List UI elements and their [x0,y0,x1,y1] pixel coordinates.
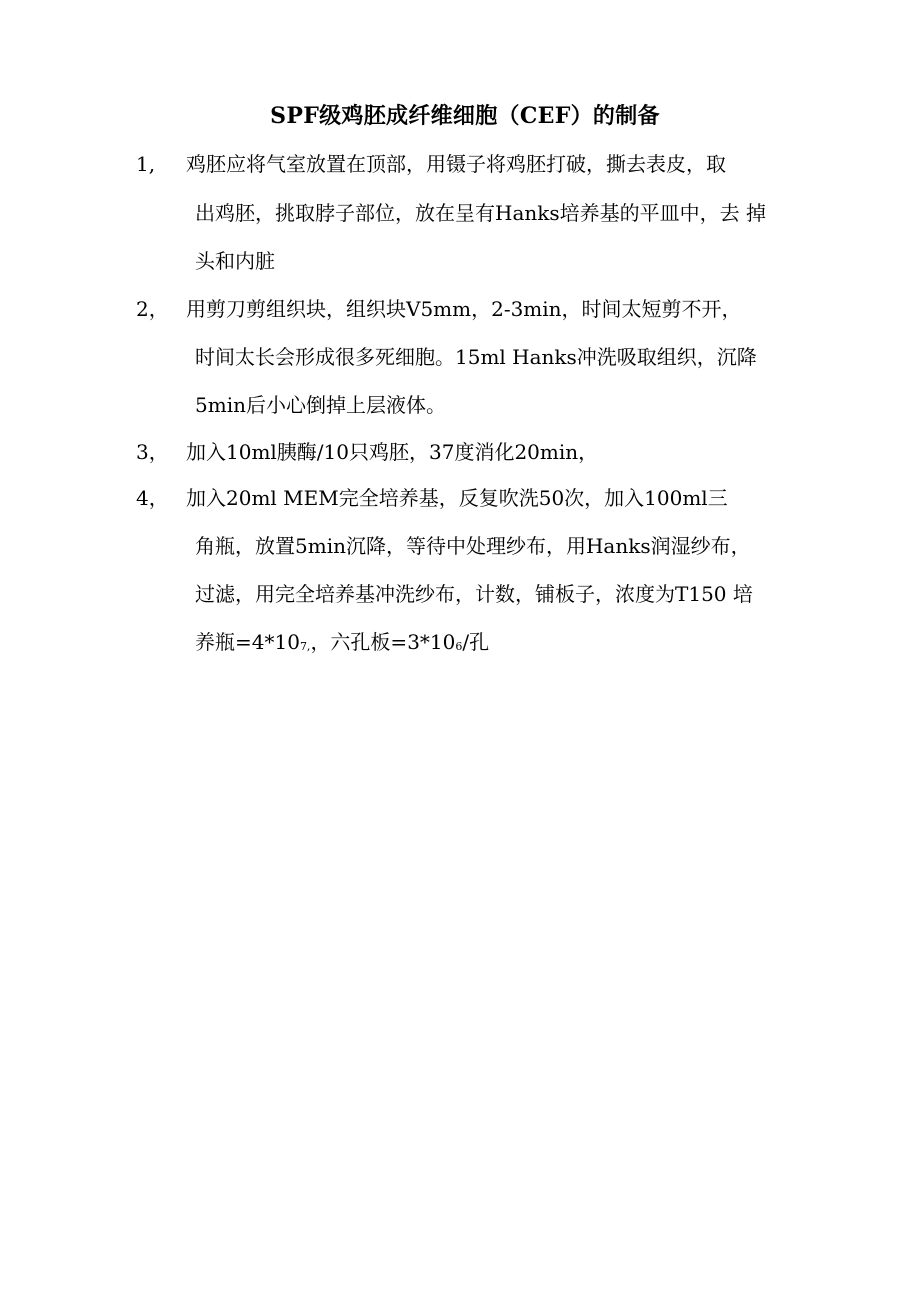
text-segment: 养瓶=4*10 [195,630,300,654]
subscript: 6 [455,640,463,653]
step-text-line: 角瓶，放置5min沉降，等待中处理纱布，用Hanks润湿纱布， [195,534,751,558]
step-text-line: 鸡胚应将气室放置在顶部，用镊子将鸡胚打破，撕去表皮，取 [186,152,726,176]
text-segment: /孔 [462,630,490,654]
step-text-line: 加入10ml胰酶/10只鸡胚，37度消化20min， [186,440,599,464]
step-text-line: 5min后小心倒掉上层液体。 [195,393,446,417]
step-text-line: 头和内脏 [195,249,275,273]
step-text-line-with-subscripts [195,630,489,659]
subscript: 7, [299,640,311,653]
step-text-line: 时间太长会形成很多死细胞。15ml Hanks冲洗吸取组织，沉降 [195,345,757,369]
step-number: 4， [136,486,169,510]
text-segment: ，六孔板=3*10 [310,630,456,654]
step-number: 3， [136,440,169,464]
step-number: 1, [136,152,156,176]
step-text-line: 用剪刀剪组织块，组织块V5mm，2-3min，时间太短剪不开， [186,297,742,321]
step-text-line: 加入20ml MEM完全培养基，反复吹洗50次，加入100ml三 [186,486,728,510]
step-text-line: 出鸡胚，挑取脖子部位，放在呈有Hanks培养基的平皿中，去 掉 [195,201,766,225]
document-title: SPF级鸡胚成纤维细胞（CEF）的制备 [270,103,660,129]
step-text-line: 过滤，用完全培养基冲洗纱布，计数，铺板子，浓度为T150 培 [195,582,753,606]
step-number: 2， [136,297,169,321]
